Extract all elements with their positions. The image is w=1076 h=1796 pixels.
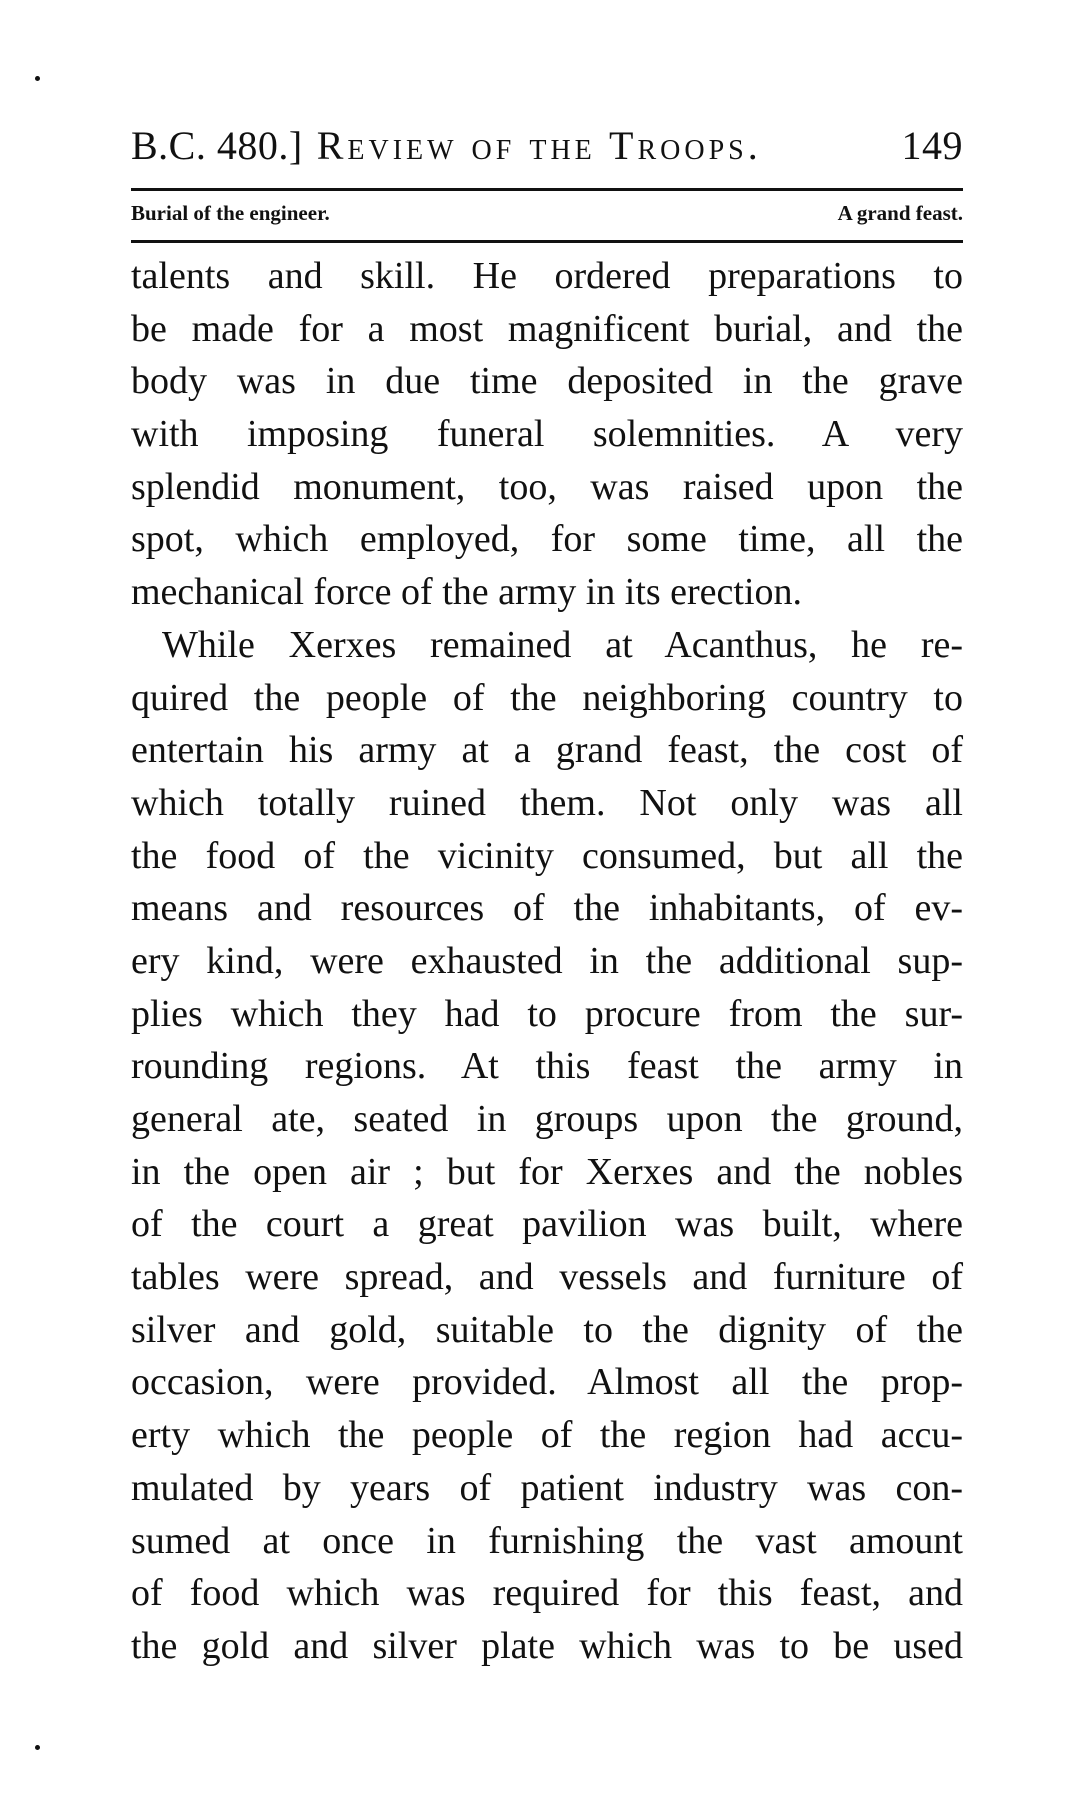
text-line: body was in due time deposited in the grave [131, 360, 963, 403]
running-head-date-ref: B.C. 480.] [131, 123, 303, 168]
text-line: tables were spread, and vessels and furniture of [131, 1256, 963, 1299]
text-line: rounding regions. At this feast the army in [131, 1045, 963, 1088]
text-line: splendid monument, too, was raised upon the [131, 465, 963, 508]
text-line: the food of the vicinity consumed, but all the [131, 834, 963, 877]
body-text [131, 250, 963, 1673]
text-line: general ate, seated in groups upon the ground, [131, 1098, 963, 1140]
text-line: erty which the people of the region had accu- [131, 1414, 963, 1457]
text-line: While Xerxes remained at Acanthus, he re- [162, 623, 963, 666]
page-number: 149 [901, 123, 963, 168]
text-line: the gold and silver plate which was to be used [131, 1624, 963, 1667]
text-line: be made for a most magnificent burial, and the [131, 307, 963, 350]
header-rule-top [131, 188, 963, 191]
text-line: spot, which employed, for some time, all the [131, 518, 963, 561]
text-line: quired the people of the neighboring country to [131, 676, 963, 719]
running-head-title: Review of the Troops. [316, 123, 762, 168]
scan-speck-bottom [35, 1745, 40, 1750]
paragraph [131, 619, 963, 1673]
text-line: which totally ruined them. Not only was all [131, 781, 963, 824]
marginal-notes [131, 197, 963, 229]
text-line: sumed at once in furnishing the vast amount [131, 1519, 963, 1562]
text-line: entertain his army at a grand feast, the cost of [131, 729, 963, 772]
text-line: with imposing funeral solemnities. A very [131, 413, 963, 456]
text-line: silver and gold, suitable to the dignity of the [131, 1308, 963, 1351]
paragraph [131, 250, 963, 619]
text-line: mulated by years of patient industry was con- [131, 1466, 963, 1509]
text-line: mechanical force of the army in its erection. [131, 571, 803, 614]
marginal-note-right: A grand feast. [837, 200, 963, 225]
text-line: talents and skill. He ordered preparations to [131, 255, 963, 297]
text-line: in the open air ; but for Xerxes and the nobles [131, 1150, 963, 1193]
running-head [131, 122, 963, 174]
text-line: occasion, were provided. Almost all the prop- [131, 1361, 963, 1404]
text-line: of the court a great pavilion was built, where [131, 1203, 963, 1246]
scan-speck-top [35, 76, 40, 81]
text-line: plies which they had to procure from the sur- [131, 992, 963, 1035]
marginal-note-left: Burial of the engineer. [131, 200, 330, 225]
text-line: means and resources of the inhabitants, of ev- [131, 887, 963, 930]
text-line: ery kind, were exhausted in the additional sup- [131, 939, 963, 982]
header-rule-bottom [131, 240, 963, 243]
text-line: of food which was required for this feast, and [131, 1572, 963, 1615]
